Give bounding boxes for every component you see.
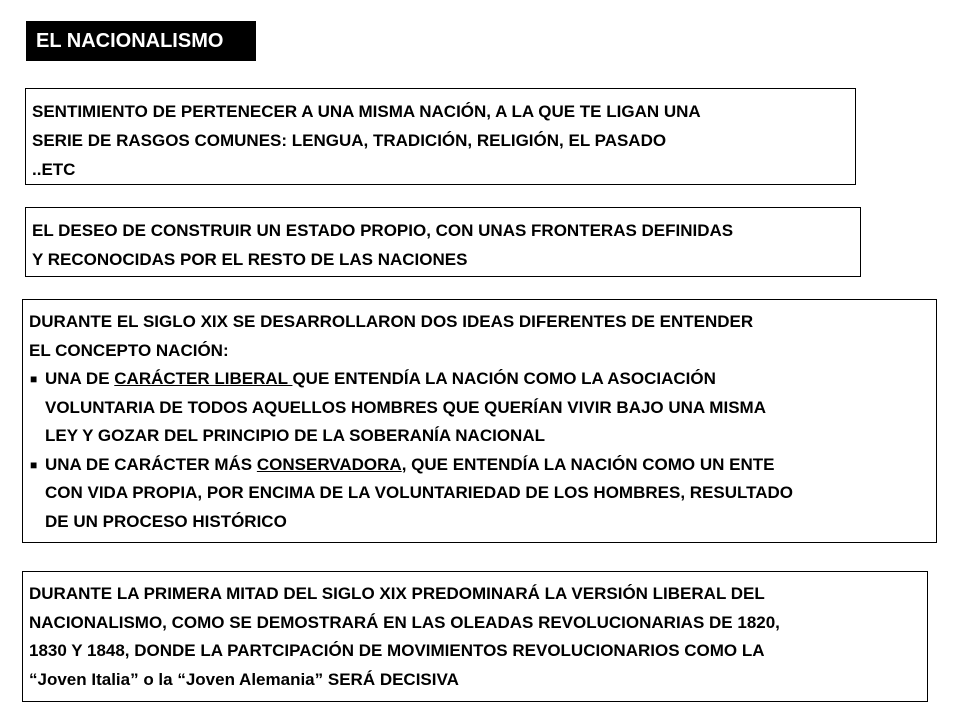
square-bullet-icon: ■ (30, 372, 38, 386)
text-line: “Joven Italia” o la “Joven Alemania” SERÁ DECISIVA (29, 669, 459, 689)
underlined-term: CARÁCTER LIBERAL (114, 369, 293, 388)
text-line: SERIE DE RASGOS COMUNES: LENGUA, TRADICIÓN, RELIGIÓN, EL PASADO (32, 131, 667, 150)
two-ideas-box (22, 299, 937, 543)
liberal-bullet-item (29, 365, 928, 394)
text-line: DURANTE LA PRIMERA MITAD DEL SIGLO XIX PREDOMINARÁ LA VERSIÓN LIBERAL DEL (29, 584, 765, 603)
page-title: EL NACIONALISMO (26, 21, 256, 61)
square-bullet-icon: ■ (30, 457, 38, 472)
text-line: LEY Y GOZAR DEL PRINCIPIO DE LA SOBERANÍA NACIONAL (45, 426, 545, 445)
text-line: EL DESEO DE CONSTRUIR UN ESTADO PROPIO, CON UNAS FRONTERAS DEFINIDAS (32, 221, 734, 240)
liberal-predominance-box (22, 571, 928, 702)
text-line: VOLUNTARIA DE TODOS AQUELLOS HOMBRES QUE QUERÍAN VIVIR BAJO UNA MISMA (45, 397, 766, 417)
text-line: SENTIMIENTO DE PERTENECER A UNA MISMA NACIÓN, A LA QUE TE LIGAN UNA (32, 102, 701, 121)
text-line: Y RECONOCIDAS POR EL RESTO DE LAS NACIONES (32, 250, 468, 269)
text-line: EL CONCEPTO NACIÓN: (29, 340, 229, 360)
text-line: NACIONALISMO, COMO SE DEMOSTRARÁ EN LAS OLEADAS REVOLUCIONARIAS DE 1820, (29, 612, 780, 632)
bullet-text-pre: UNA DE (45, 369, 115, 388)
underlined-term: CONSERVADORA (256, 454, 402, 474)
definition-state-box (25, 207, 861, 277)
bullet-text-pre: UNA DE CARÁCTER MÁS (45, 454, 257, 474)
definition-sentiment-box (25, 88, 856, 185)
text-line: CON VIDA PROPIA, POR ENCIMA DE LA VOLUNTARIEDAD DE LOS HOMBRES, RESULTADO (45, 483, 794, 502)
text-line: DURANTE EL SIGLO XIX SE DESARROLLARON DOS IDEAS DIFERENTES DE ENTENDER (29, 312, 754, 331)
text-line: 1830 Y 1848, DONDE LA PARTCIPACIÓN DE MOVIMIENTOS REVOLUCIONARIOS COMO LA (29, 641, 765, 660)
text-line: ..ETC (32, 160, 76, 179)
bullet-text-post: , QUE ENTENDÍA LA NACIÓN COMO UN ENTE (401, 454, 775, 474)
text-line: DE UN PROCESO HISTÓRICO (45, 511, 287, 531)
bullet-text-post: QUE ENTENDÍA LA NACIÓN COMO LA ASOCIACIÓN (292, 369, 716, 388)
conservative-bullet-item (29, 451, 928, 480)
